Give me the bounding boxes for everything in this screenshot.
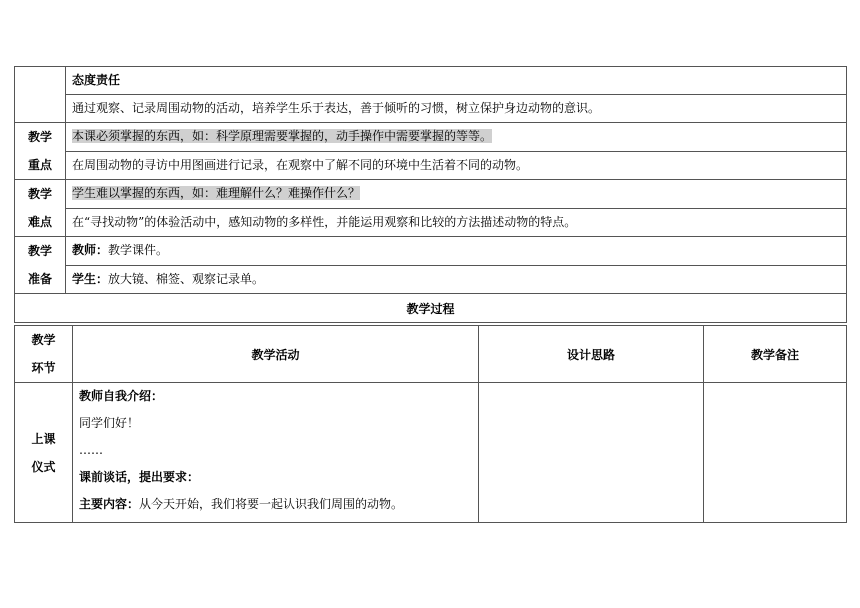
difficulties-label: 教学 难点 xyxy=(15,180,66,237)
intro-title: 教师自我介绍： xyxy=(79,389,164,403)
ellipsis-line: …… xyxy=(79,443,103,457)
key-points-text: 在周围动物的寻访中用图画进行记录，在观察中了解不同的环境中生活着不同的动物。 xyxy=(66,151,847,180)
difficulties-hint xyxy=(66,180,847,209)
process-table xyxy=(14,325,847,523)
highlighted-hint: 学生难以掌握的东西，如：难理解什么？难操作什么？ xyxy=(72,186,361,201)
attitude-title: 态度责任 xyxy=(66,67,847,95)
blank-side-cell xyxy=(15,67,66,123)
activity-header: 教学活动 xyxy=(73,326,479,383)
key-points-label: 教学 重点 xyxy=(15,123,66,180)
teacher-preparation: 教师：教学课件。 xyxy=(66,237,847,266)
activity-cell xyxy=(73,383,479,523)
process-title: 教学过程 xyxy=(15,294,847,323)
talk-title: 课前谈话，提出要求： xyxy=(79,470,200,484)
content-line: 主要内容：从今天开始，我们将要一起认识我们周围的动物。 xyxy=(79,497,404,511)
section-header: 教学 环节 xyxy=(15,326,73,383)
key-points-hint xyxy=(66,123,847,152)
design-cell xyxy=(479,383,704,523)
notes-cell xyxy=(704,383,847,523)
attitude-text: 通过观察、记录周围动物的活动，培养学生乐于表达，善于倾听的习惯，树立保护身边动物的意识。 xyxy=(66,95,847,123)
section-ceremony: 上课 仪式 xyxy=(15,383,73,523)
highlighted-hint: 本课必须掌握的东西，如：科学原理需要掌握的，动手操作中需要掌握的等等。 xyxy=(72,129,493,144)
student-preparation: 学生：放大镜、棉签、观察记录单。 xyxy=(66,265,847,294)
greeting-line: 同学们好！ xyxy=(79,416,140,430)
lesson-info-table xyxy=(14,66,847,323)
design-header: 设计思路 xyxy=(479,326,704,383)
difficulties-text: 在“寻找动物”的体验活动中，感知动物的多样性，并能运用观察和比较的方法描述动物的特点。 xyxy=(66,208,847,237)
preparation-label: 教学 准备 xyxy=(15,237,66,294)
notes-header: 教学备注 xyxy=(704,326,847,383)
